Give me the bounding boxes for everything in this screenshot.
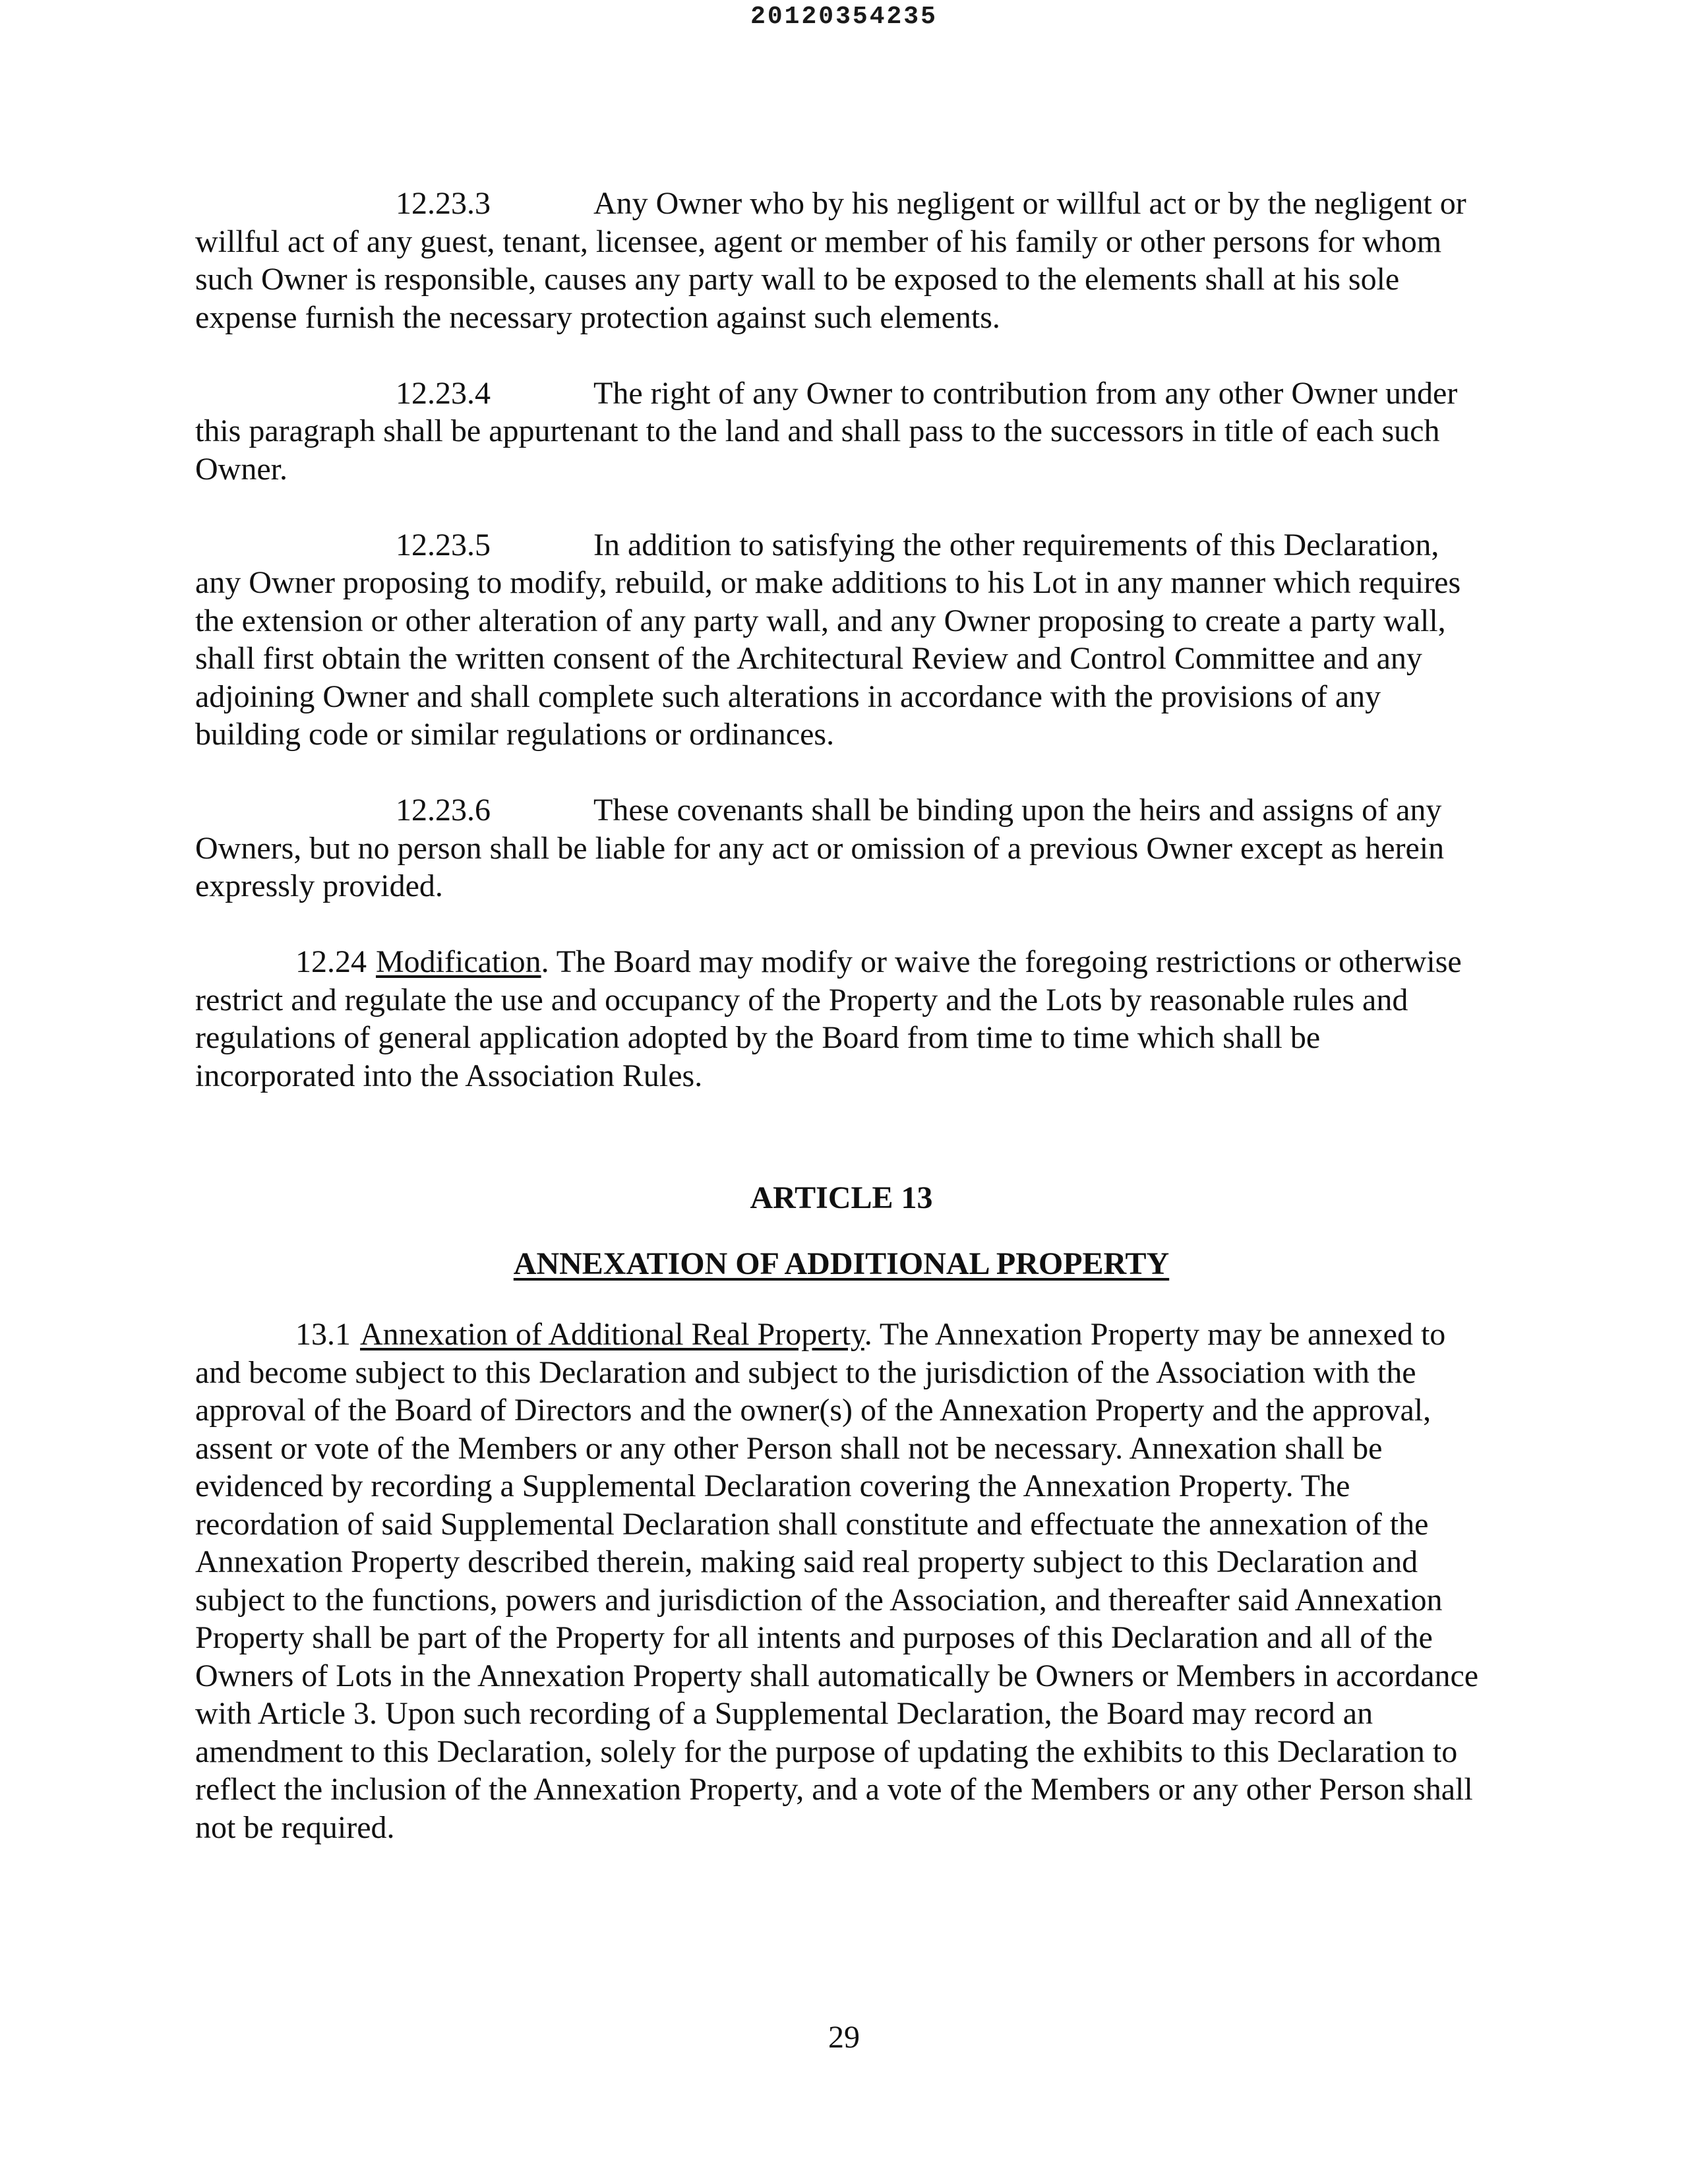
paragraph-number: 12.23.6 [396, 793, 491, 828]
article-title: ARTICLE 13 [750, 1180, 933, 1215]
section-text: . The Board may modify or waive the foregoing restrictions or otherwise restrict and regulate the use and occupancy of the Property and the Lots by reasonable rules and regulations of general application adopted by the Board from time to time which shall be incorporated into the Association Rules. [195, 944, 1462, 1093]
section-number: 12.24 [295, 944, 367, 979]
paragraph-number: 12.23.4 [396, 375, 491, 411]
article-name: ANNEXATION OF ADDITIONAL PROPERTY [513, 1246, 1170, 1281]
paragraph-12-23-3 [195, 185, 1488, 336]
page-content [195, 185, 1488, 1885]
section-heading: Annexation of Additional Real Property [360, 1317, 864, 1352]
paragraph-12-23-5 [195, 526, 1488, 754]
paragraph-text: These covenants shall be binding upon the heirs and assigns of any Owners, but no person shall be liable for any act or omission of a previous Owner except as herein expressly provided. [195, 793, 1445, 903]
section-13-1 [195, 1316, 1488, 1846]
document-number: 20120354235 [750, 3, 938, 31]
paragraph-number: 12.23.5 [396, 527, 491, 562]
paragraph-text: The right of any Owner to contribution from any other Owner under this paragraph shall be appurtenant to the land and shall pass to the successors in title of each such Owner. [195, 375, 1458, 487]
page-number: 29 [828, 2020, 860, 2055]
section-heading: Modification [376, 944, 541, 979]
paragraph-text: In addition to satisfying the other requirements of this Declaration, any Owner proposing to modify, rebuild, or make additions to his Lot in any manner which requires the extension or other alteration of any party wall, and any Owner proposing to create a party wall, shall first obtain the written consent of the Architectural Review and Control Committee and any adjoining Owner and shall complete such alterations in accordance with the provisions of any building code or similar regulations or ordinances. [195, 527, 1461, 752]
paragraph-text: Any Owner who by his negligent or willful act or by the negligent or willful act of any guest, tenant, licensee, agent or member of his family or other persons for whom such Owner is responsible, causes any party wall to be exposed to the elements shall at his sole expense furnish the necessary protection against such elements. [195, 186, 1466, 335]
section-number: 13.1 [295, 1317, 351, 1352]
section-text: . The Annexation Property may be annexed to and become subject to this Declaration and subject to the jurisdiction of the Association with the approval of the Board of Directors and the owner(s) of the Annexation Property and the approval, assent or vote of the Members or any other Person shall not be necessary. Annexation shall be evidenced by recording a Supplemental Declaration covering the Annexation Property. The recordation of said Supplemental Declaration shall constitute and effectuate the annexation of the Annexation Property described therein, making said real property subject to this Declaration and subject to the functions, powers and jurisdiction of the Association, and thereafter said Annexation Property shall be part of the Property for all intents and purposes of this Declaration and all of the Owners of Lots in the Annexation Property shall automatically be Owners or Members in accordance with Article 3. Upon such recording of a Supplemental Declaration, the Board may record an amendment to this Declaration, solely for the purpose of updating the exhibits to this Declaration to reflect the inclusion of the Annexation Property, and a vote of the Members or any other Person shall not be required. [195, 1317, 1479, 1845]
paragraph-12-23-4 [195, 375, 1488, 489]
paragraph-12-23-6 [195, 791, 1488, 905]
section-12-24 [195, 943, 1488, 1095]
paragraph-number: 12.23.3 [396, 186, 491, 221]
